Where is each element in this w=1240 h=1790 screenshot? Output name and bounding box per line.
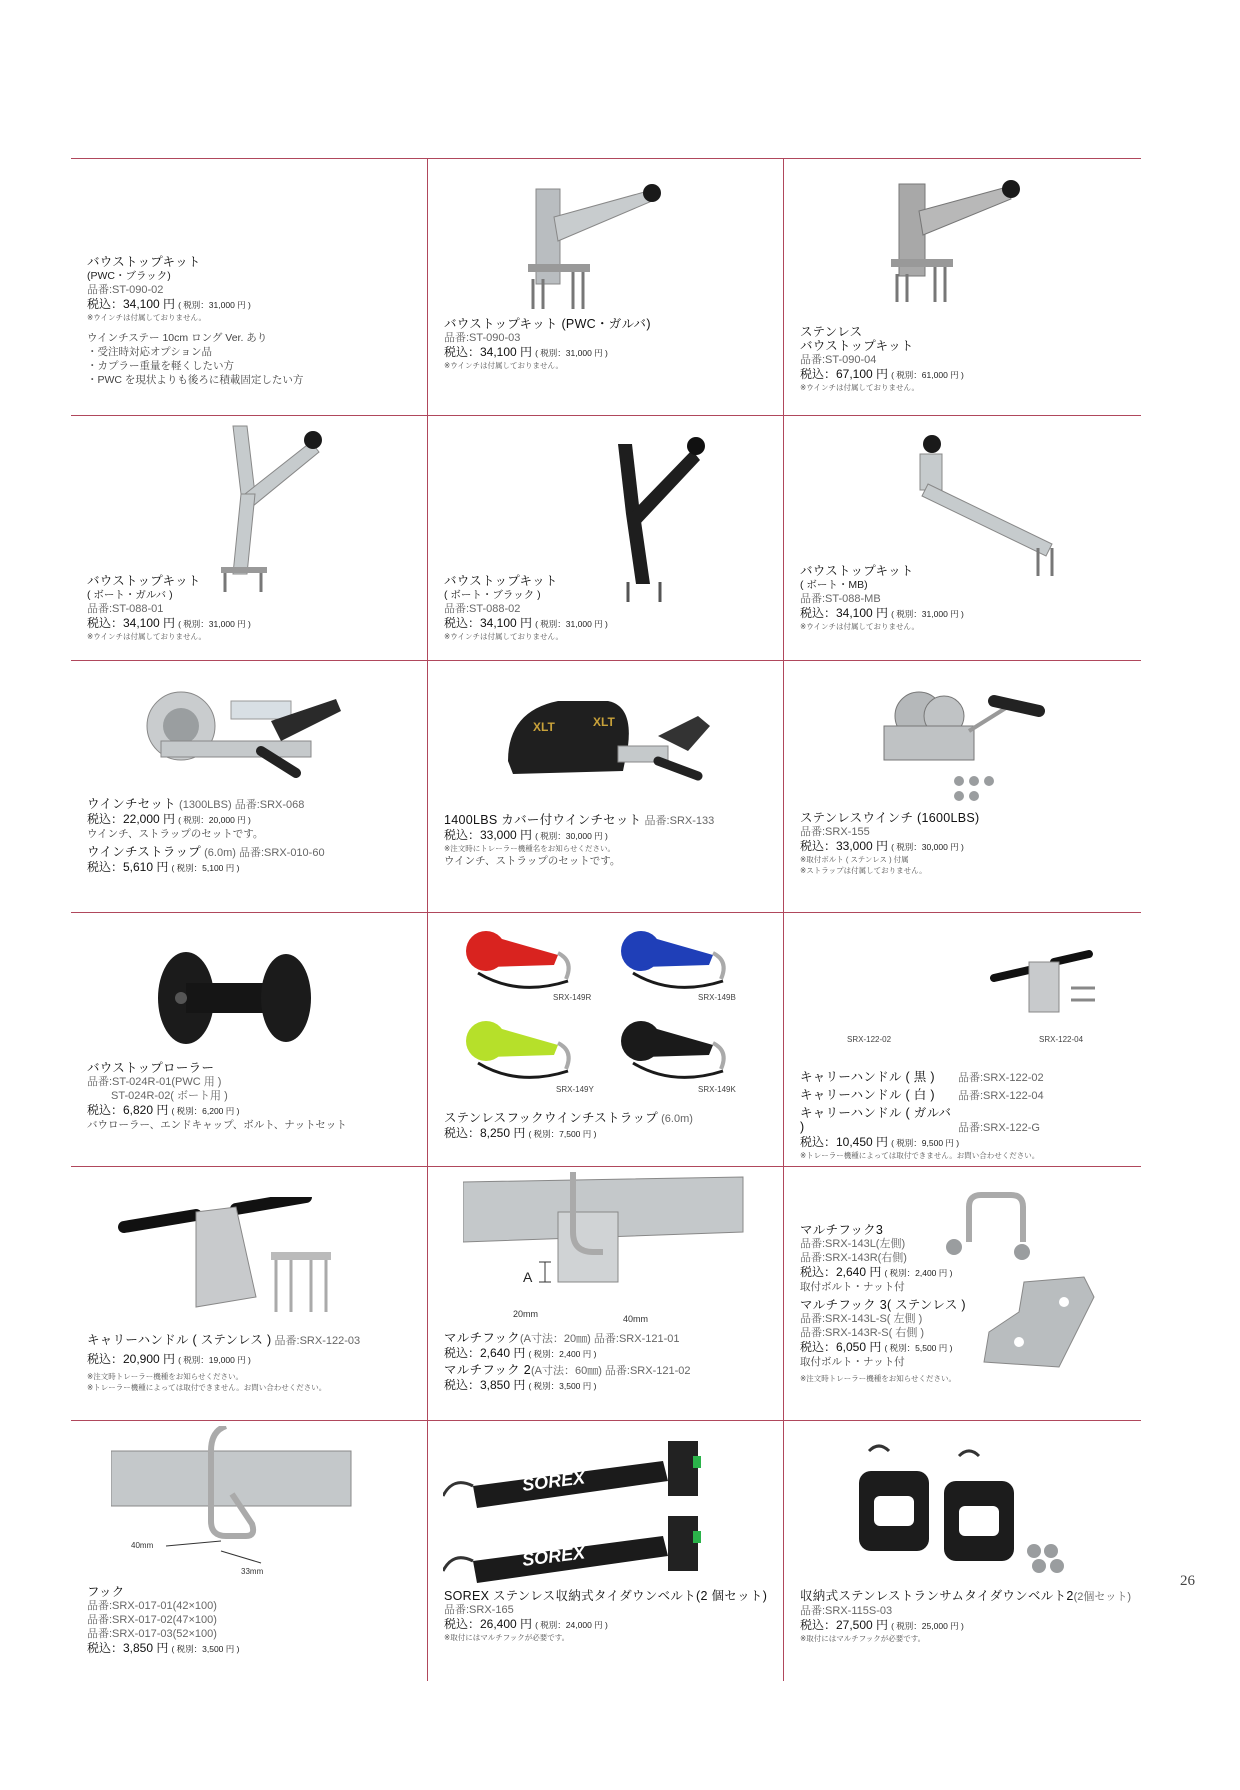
product-code: ST-024R-02( ボート用 ) [111,1090,228,1102]
product-info [87,797,325,875]
price-excl-tax: ( 税別：24,000 円 ) [535,1620,608,1630]
product-info [800,1589,1131,1644]
transom-tie-down-image [839,1441,1099,1591]
svg-text:SOREX: SOREX [521,1542,587,1570]
product-cell [427,1421,783,1681]
product-row [71,158,1141,415]
product-variant: (PWC・ブラック) [87,270,171,282]
product-row [71,1166,1141,1420]
product-code: (6.0m) 品番:SRX-010-60 [204,847,325,859]
product-name: キャリーハンドル ( 黒 ) [800,1070,935,1084]
price-excl-tax: ( 税別：19,000 円 ) [178,1355,251,1365]
product-note: ※注文時トレーラー機種をお知らせください。 [800,1374,957,1383]
variant-label: SRX-149R [553,993,592,1002]
product-note: ※ウインチは付属しておりません。 [444,632,564,641]
product-note: ※ストラップは付属しておりません。 [800,866,927,875]
product-name: ウインチセット [87,797,176,811]
bow-stop-boat-mb-image [902,424,1072,584]
product-price: 税込：34,100 円 [444,345,533,359]
product-desc: バウローラー、エンドキャップ、ボルト、ナットセット [87,1119,347,1131]
variant-label: SRX-122-02 [847,1035,892,1044]
multi-hook3-image [944,1192,1104,1377]
product-code: 品番:SRX-133 [644,815,715,827]
winch-set-image [121,681,351,791]
price-excl-tax: ( 税別：30,000 円 ) [535,831,608,841]
product-cell [427,661,783,912]
product-price: 税込：20,900 円 [87,1352,176,1366]
product-info [87,1333,360,1393]
product-desc: 取付ボルト・ナット付 [800,1281,905,1293]
product-cell [71,1421,427,1681]
price-excl-tax: ( 税別：7,500 円 ) [528,1129,597,1139]
product-info [87,1585,239,1656]
product-price: 税込：2,640 円 [800,1265,882,1279]
dimension-label: 40mm [131,1541,154,1550]
variant-label: SRX-149K [698,1085,736,1094]
product-info [444,317,651,371]
product-code: 品番:ST-090-02 [87,284,164,296]
product-note: ※トレーラー機種によっては取付できません。お問い合わせください。 [87,1383,327,1392]
brand-logo: XLT [533,720,555,734]
product-note: ※ウインチは付属しておりません。 [87,313,207,322]
product-row [71,415,1141,660]
product-code: 品番:SRX-122-03 [274,1335,361,1347]
price-excl-tax: ( 税別：31,000 円 ) [891,609,964,619]
product-cell [427,1167,783,1420]
product-name: ステンレスフックウインチストラップ [444,1111,659,1125]
price-excl-tax: ( 税別：5,100 円 ) [171,863,240,873]
product-price: 税込：5,610 円 [87,860,169,874]
product-code: 品番:ST-088-02 [444,603,521,615]
price-excl-tax: ( 税別：61,000 円 ) [891,370,964,380]
product-code: 品番:SRX-122-04 [958,1090,1044,1102]
product-code: 品番:SRX-143R(右側) [800,1252,907,1264]
product-cell [427,416,783,660]
product-note: ※取付にはマルチフックが必要です。 [800,1634,926,1643]
product-name: ステンレス [800,325,863,339]
brand-logo: SOREX [521,1467,587,1495]
product-price: 税込：34,100 円 [87,297,176,311]
svg-text:XLT: XLT [593,715,615,729]
product-desc: ウインチ、ストラップのセットです。 [444,855,621,867]
product-name: マルチフック 2 [444,1363,531,1377]
product-note: ※ウインチは付属しておりません。 [800,622,920,631]
product-name: マルチフック3 [800,1223,884,1237]
product-name: バウストップキット (PWC・ガルバ) [444,317,651,331]
product-price: 税込：6,050 円 [800,1340,882,1354]
bow-stop-roller-image [151,948,321,1048]
product-note: ※トレーラー機種によっては取付できません。お問い合わせください。 [800,1151,1040,1160]
product-desc: ・PWC を現状よりも後ろに積載固定したい方 [87,374,304,386]
product-price: 税込：22,000 円 [87,812,176,826]
product-note: ※ウインチは付属しておりません。 [444,361,564,370]
price-excl-tax: ( 税別：31,000 円 ) [178,300,251,310]
product-row [71,660,1141,912]
product-price: 税込：2,640 円 [444,1346,526,1360]
product-note: ※ウインチは付属しておりません。 [87,632,207,641]
product-name: マルチフック [444,1331,520,1345]
price-excl-tax: ( 税別：30,000 円 ) [891,842,964,852]
product-row [71,1420,1141,1681]
product-price: 税込：3,850 円 [444,1378,526,1392]
product-catalog [71,158,1141,1681]
product-name: キャリーハンドル ( 白 ) [800,1088,935,1102]
variant-label: SRX-149Y [556,1085,594,1094]
product-price: 税込：34,100 円 [444,616,533,630]
product-name: バウストップキット [800,564,914,578]
price-excl-tax: ( 税別：3,500 円 ) [528,1381,597,1391]
product-name: キャリーハンドル ( ガルバ ) [800,1106,952,1134]
product-cell [783,159,1139,415]
product-code: 品番:SRX-143L-S( 左側 ) [800,1313,923,1325]
product-variant: ( ボート・ガルバ ) [87,589,173,601]
product-cell [71,159,427,415]
product-code: 品番:SRX-122-G [958,1122,1040,1134]
product-name: バウストップローラー [87,1061,215,1075]
price-excl-tax: ( 税別：25,000 円 ) [891,1621,964,1631]
product-cell [783,416,1139,660]
price-excl-tax: ( 税別：31,000 円 ) [535,619,608,629]
product-info [444,1111,693,1141]
price-excl-tax: ( 税別：2,400 円 ) [528,1349,597,1359]
product-info [87,1061,347,1132]
product-info [444,1331,691,1393]
product-info [800,811,980,876]
product-info [800,325,964,393]
price-excl-tax: ( 税別：5,500 円 ) [884,1343,953,1353]
price-excl-tax: ( 税別：6,200 円 ) [171,1106,240,1116]
product-desc: ・カプラー重量を軽くしたい方 [87,360,234,372]
product-code: 品番:SRX-143R-S( 右側 ) [800,1327,925,1339]
carry-handle-stainless-image [116,1197,356,1317]
product-code: (A寸法：60㎜) 品番:SRX-121-02 [530,1365,691,1377]
product-price: 税込：26,400 円 [444,1617,533,1631]
product-cell [783,1167,1139,1420]
product-code: 品番:ST-090-03 [444,332,521,344]
product-name: バウストップキット [444,574,558,588]
product-desc: 取付ボルト・ナット付 [800,1356,905,1368]
multi-hook-diagram [463,1172,753,1322]
product-price: 税込：34,100 円 [87,616,176,630]
stainless-winch-image [874,686,1074,806]
product-code: 品番:ST-088-MB [800,593,881,605]
product-code: 品番:SRX-017-03(52×100) [87,1628,217,1640]
product-code: 品番:ST-090-04 [800,354,877,366]
product-info [444,574,608,642]
product-info [800,564,964,632]
product-cell [427,913,783,1166]
product-info [444,813,714,868]
product-name: ウインチストラップ [87,845,202,859]
product-info [87,574,251,642]
product-price: 税込：27,500 円 [800,1618,889,1632]
product-price: 税込：10,450 円 [800,1135,889,1149]
product-cell [71,1167,427,1420]
product-code: 品番:SRX-165 [444,1604,514,1616]
sorex-tie-down-image [443,1436,763,1586]
product-price: 税込：34,100 円 [800,606,889,620]
product-name: バウストップキット [800,339,914,353]
product-name: キャリーハンドル ( ステンレス ) [87,1333,272,1347]
product-name: バウストップキット [87,574,201,588]
product-code: (A寸法：20㎜) 品番:SRX-121-01 [519,1333,680,1345]
bow-stop-boat-galva-image [221,424,341,594]
strap-yellow-image [458,1013,588,1088]
product-code: 品番:SRX-017-01(42×100) [87,1600,217,1612]
product-note: ※取付にはマルチフックが必要です。 [444,1633,570,1642]
dimension-label: A [523,1269,533,1285]
product-price: 税込：6,820 円 [87,1103,169,1117]
product-row [71,912,1141,1166]
strap-red-image [458,923,588,998]
product-name: マルチフック 3( ステンレス ) [800,1298,966,1312]
product-name: SOREX ステンレス収納式タイダウンベルト(2 個セット) [444,1589,768,1603]
carry-handle-black-image [989,948,1109,1018]
product-price: 税込：8,250 円 [444,1126,526,1140]
product-price: 税込：33,000 円 [444,828,533,842]
product-desc: ウインチステー 10cm ロング Ver. あり [87,332,268,344]
price-excl-tax: ( 税別：9,500 円 ) [891,1138,960,1148]
product-cell [71,416,427,660]
price-excl-tax: ( 税別：2,400 円 ) [884,1268,953,1278]
product-price: 税込：67,100 円 [800,367,889,381]
product-cell [427,159,783,415]
variant-label: SRX-122-04 [1039,1035,1084,1044]
product-cell [783,1421,1139,1681]
covered-winch-image [498,686,728,796]
product-note: ※取付ボルト ( ステンレス ) 付属 [800,855,909,864]
product-code: 品番:SRX-122-02 [958,1072,1044,1084]
product-name: バウストップキット [87,255,201,269]
product-desc: ・受注時対応オプション品 [87,346,213,358]
product-name: 1400LBS カバー付ウインチセット [444,813,642,827]
product-desc: ウインチ、ストラップのセットです。 [87,828,264,840]
product-code: 品番:ST-088-01 [87,603,164,615]
page-number: 26 [1180,1573,1195,1589]
product-note: ※ウインチは付属しておりません。 [800,383,920,392]
dimension-label: 33mm [241,1567,264,1576]
product-cell [783,913,1139,1166]
price-excl-tax: ( 税別：20,000 円 ) [178,815,251,825]
product-code: (2個セット) [1073,1591,1132,1603]
product-code: 品番:SRX-143L(左側) [800,1238,906,1250]
product-cell [71,913,427,1166]
product-code: 品番:SRX-017-02(47×100) [87,1614,217,1626]
product-info [87,255,303,387]
bow-stop-stainless-image [879,169,1029,309]
strap-blue-image [613,923,743,998]
product-code: 品番:ST-024R-01(PWC 用 ) [87,1076,222,1088]
variant-label: SRX-149B [698,993,736,1002]
product-cell [71,661,427,912]
product-name: ステンレスウインチ (1600LBS) [800,811,980,825]
product-variant: ( ボート・MB) [800,579,868,591]
product-name: 収納式ステンレストランサムタイダウンベルト2 [800,1589,1074,1603]
product-info [800,1070,1044,1161]
product-code: (6.0m) [661,1113,693,1125]
product-price: 税込：3,850 円 [87,1641,169,1655]
product-name: フック [87,1585,125,1599]
product-price: 税込：33,000 円 [800,839,889,853]
price-excl-tax: ( 税別：3,500 円 ) [171,1644,240,1654]
product-code: 品番:SRX-155 [800,826,870,838]
bow-stop-boat-black-image [608,424,728,604]
price-excl-tax: ( 税別：31,000 円 ) [178,619,251,629]
strap-black-image [613,1013,743,1088]
bow-stop-galva-image [518,169,668,319]
dimension-label: 20mm [513,1309,539,1319]
product-note: ※注文時にトレーラー機種名をお知らせください。 [444,844,616,853]
hook-diagram [111,1426,391,1576]
product-code: (1300LBS) 品番:SRX-068 [179,799,305,811]
product-code: 品番:SRX-115S-03 [800,1605,893,1617]
product-variant: ( ボート・ブラック ) [444,589,541,601]
product-info [444,1589,767,1643]
dimension-label: 40mm [623,1314,649,1322]
product-info [800,1223,966,1384]
product-cell [783,661,1139,912]
product-note: ※注文時トレーラー機種をお知らせください。 [87,1372,244,1381]
price-excl-tax: ( 税別：31,000 円 ) [535,348,608,358]
